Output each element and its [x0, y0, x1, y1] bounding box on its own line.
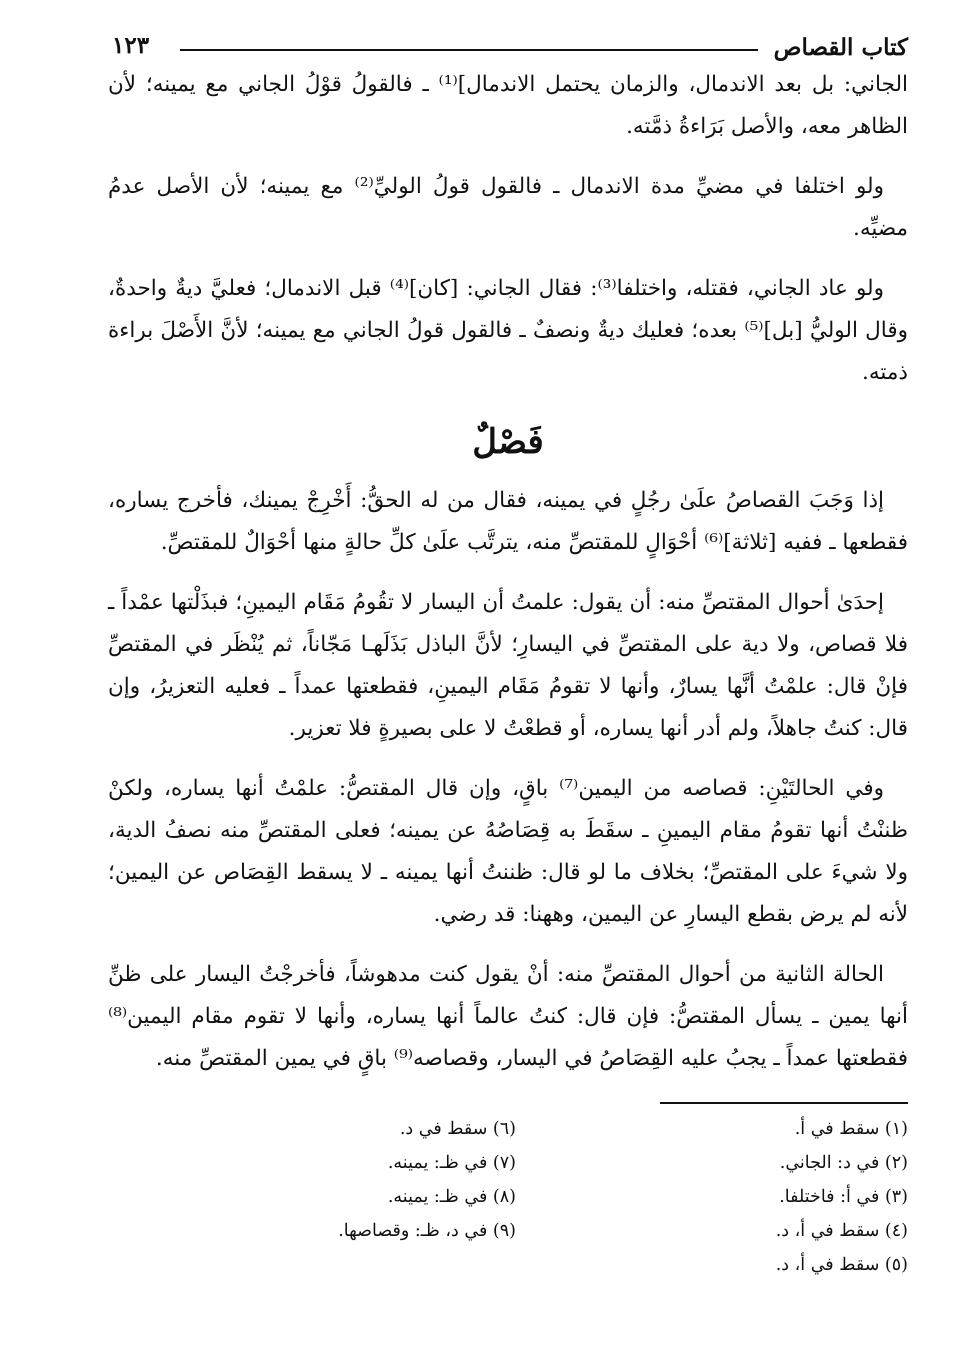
footnote-7: (٧) في ظـ: يمينه.	[387, 1153, 516, 1173]
running-header	[108, 30, 908, 64]
page-number: ١٢٣	[112, 32, 150, 59]
section-paragraph-2: إحدَىٰ أحوال المقتصِّ منه: أن يقول: علمتُ أن اليسار لا تقُومُ مَقَام اليمينِ؛ فبذَلْتها عمْداً ـ فلا قصاص، ولا دية على المقتصِّ في اليسارِ؛ لأنَّ الباذل بَذَلَهـا مَجّاناً، ثم يُنْظَر في المقتصِّ فإنْ قال: علمْتُ أنَّها يسارٌ، وأنها لا تقومُ مَقَام اليمينِ، فقطعتها عمداً ـ فعليه التعزيرُ، وإن قال: كنتُ جاهلاً، ولم أدر أنها يساره، أو قطعْتُ لا على بصيرةٍ فلا تعزير.	[108, 590, 908, 741]
footnote-4: (٤) سقط في أ، د.	[775, 1221, 908, 1241]
footnote-8: (٨) في ظـ: يمينه.	[387, 1187, 516, 1207]
footnote-2: (٢) في د: الجاني.	[779, 1153, 908, 1173]
footnote-5: (٥) سقط في أ، د.	[775, 1255, 908, 1275]
footnotes-left-column	[216, 1112, 516, 1248]
footnote-1: (١) سقط في أ.	[794, 1119, 908, 1139]
paragraph-3: ولو عاد الجاني، فقتله، واختلفا⁽³⁾: فقال الجاني: [كان]⁽⁴⁾ قبل الاندمال؛ فعليَّ ديةٌ واحدةٌ، وقال الوليُّ [بل]⁽⁵⁾ بعده؛ فعليك ديةٌ ونصفٌ ـ فالقول قولُ الجاني مع يمينه؛ لأنَّ الأَصْلَ براءة ذمته.	[108, 276, 908, 385]
footnote-separator	[660, 1102, 908, 1104]
paragraph-1: الجاني: بل بعد الاندمال، والزمان يحتمل الاندمال]⁽¹⁾ ـ فالقولُ قوْلُ الجاني مع يمينه؛ لأن الظاهر معه، والأصل بَرَاءةُ ذمَّته.	[108, 72, 908, 139]
section-paragraph-4: الحالة الثانية من أحوال المقتصِّ منه: أنْ يقول كنت مدهوشاً، فأخرجْتُ اليسار على ظنِّ أنها يمين ـ يسأل المقتصُّ: فإن قال: كنتُ عالماً أنها يساره، وأنها لا تقوم مقام اليمين⁽⁸⁾ فقطعتها عمداً ـ يجبُ عليه القِصَاصُ في اليسار، وقصاصه⁽⁹⁾ باقٍ في يمين المقتصِّ منه.	[108, 962, 908, 1071]
footnotes-right-column	[608, 1112, 908, 1282]
section-heading: فَصْلٌ	[472, 422, 544, 462]
footnote-9: (٩) في د، ظـ: وقصاصها.	[338, 1221, 516, 1241]
section-paragraph-1: إذا وَجَبَ القصاصُ علَىٰ رجُلٍ في يمينه، فقال من له الحقُّ: أَخْرِجْ يمينك، فأخرج يساره، فقطعها ـ ففيه [ثلاثة]⁽⁶⁾ أحْوَالٍ للمقتصِّ منه، يترتَّب علَىٰ كلِّ حالةٍ منها أحْوَالٌ للمقتصِّ.	[108, 488, 908, 555]
chapter-title: كتاب القصاص	[773, 34, 908, 61]
section-paragraph-3: وفي الحالتَيْنِ: قصاصه من اليمين⁽⁷⁾ باقٍ، وإن قال المقتصُّ: علمْتُ أنها يساره، ولكنْ ظننْتُ أنها تقومُ مقام اليمينِ ـ سقَطَ به قِصَاصُهُ عن يمينه؛ فعلى المقتصِّ منه نصفُ الدية، ولا شيءَ على المقتصِّ؛ بخلاف ما لو قال: ظننتُ أنها يمينه ـ لا يسقط القِصَاص عن اليمين؛ لأنه لم يرض بقطع اليسارِ عن اليمين، وههنا: قد رضي.	[108, 776, 908, 927]
footnote-6: (٦) سقط في د.	[399, 1119, 516, 1139]
paragraph-2: ولو اختلفا في مضيِّ مدة الاندمال ـ فالقول قولُ الوليِّ⁽²⁾ مع يمينه؛ لأن الأصل عدمُ مضيِّه.	[108, 174, 908, 241]
book-page	[108, 30, 908, 1275]
footnote-3: (٣) في أ: فاختلفا.	[779, 1187, 908, 1207]
header-rule	[180, 49, 758, 51]
